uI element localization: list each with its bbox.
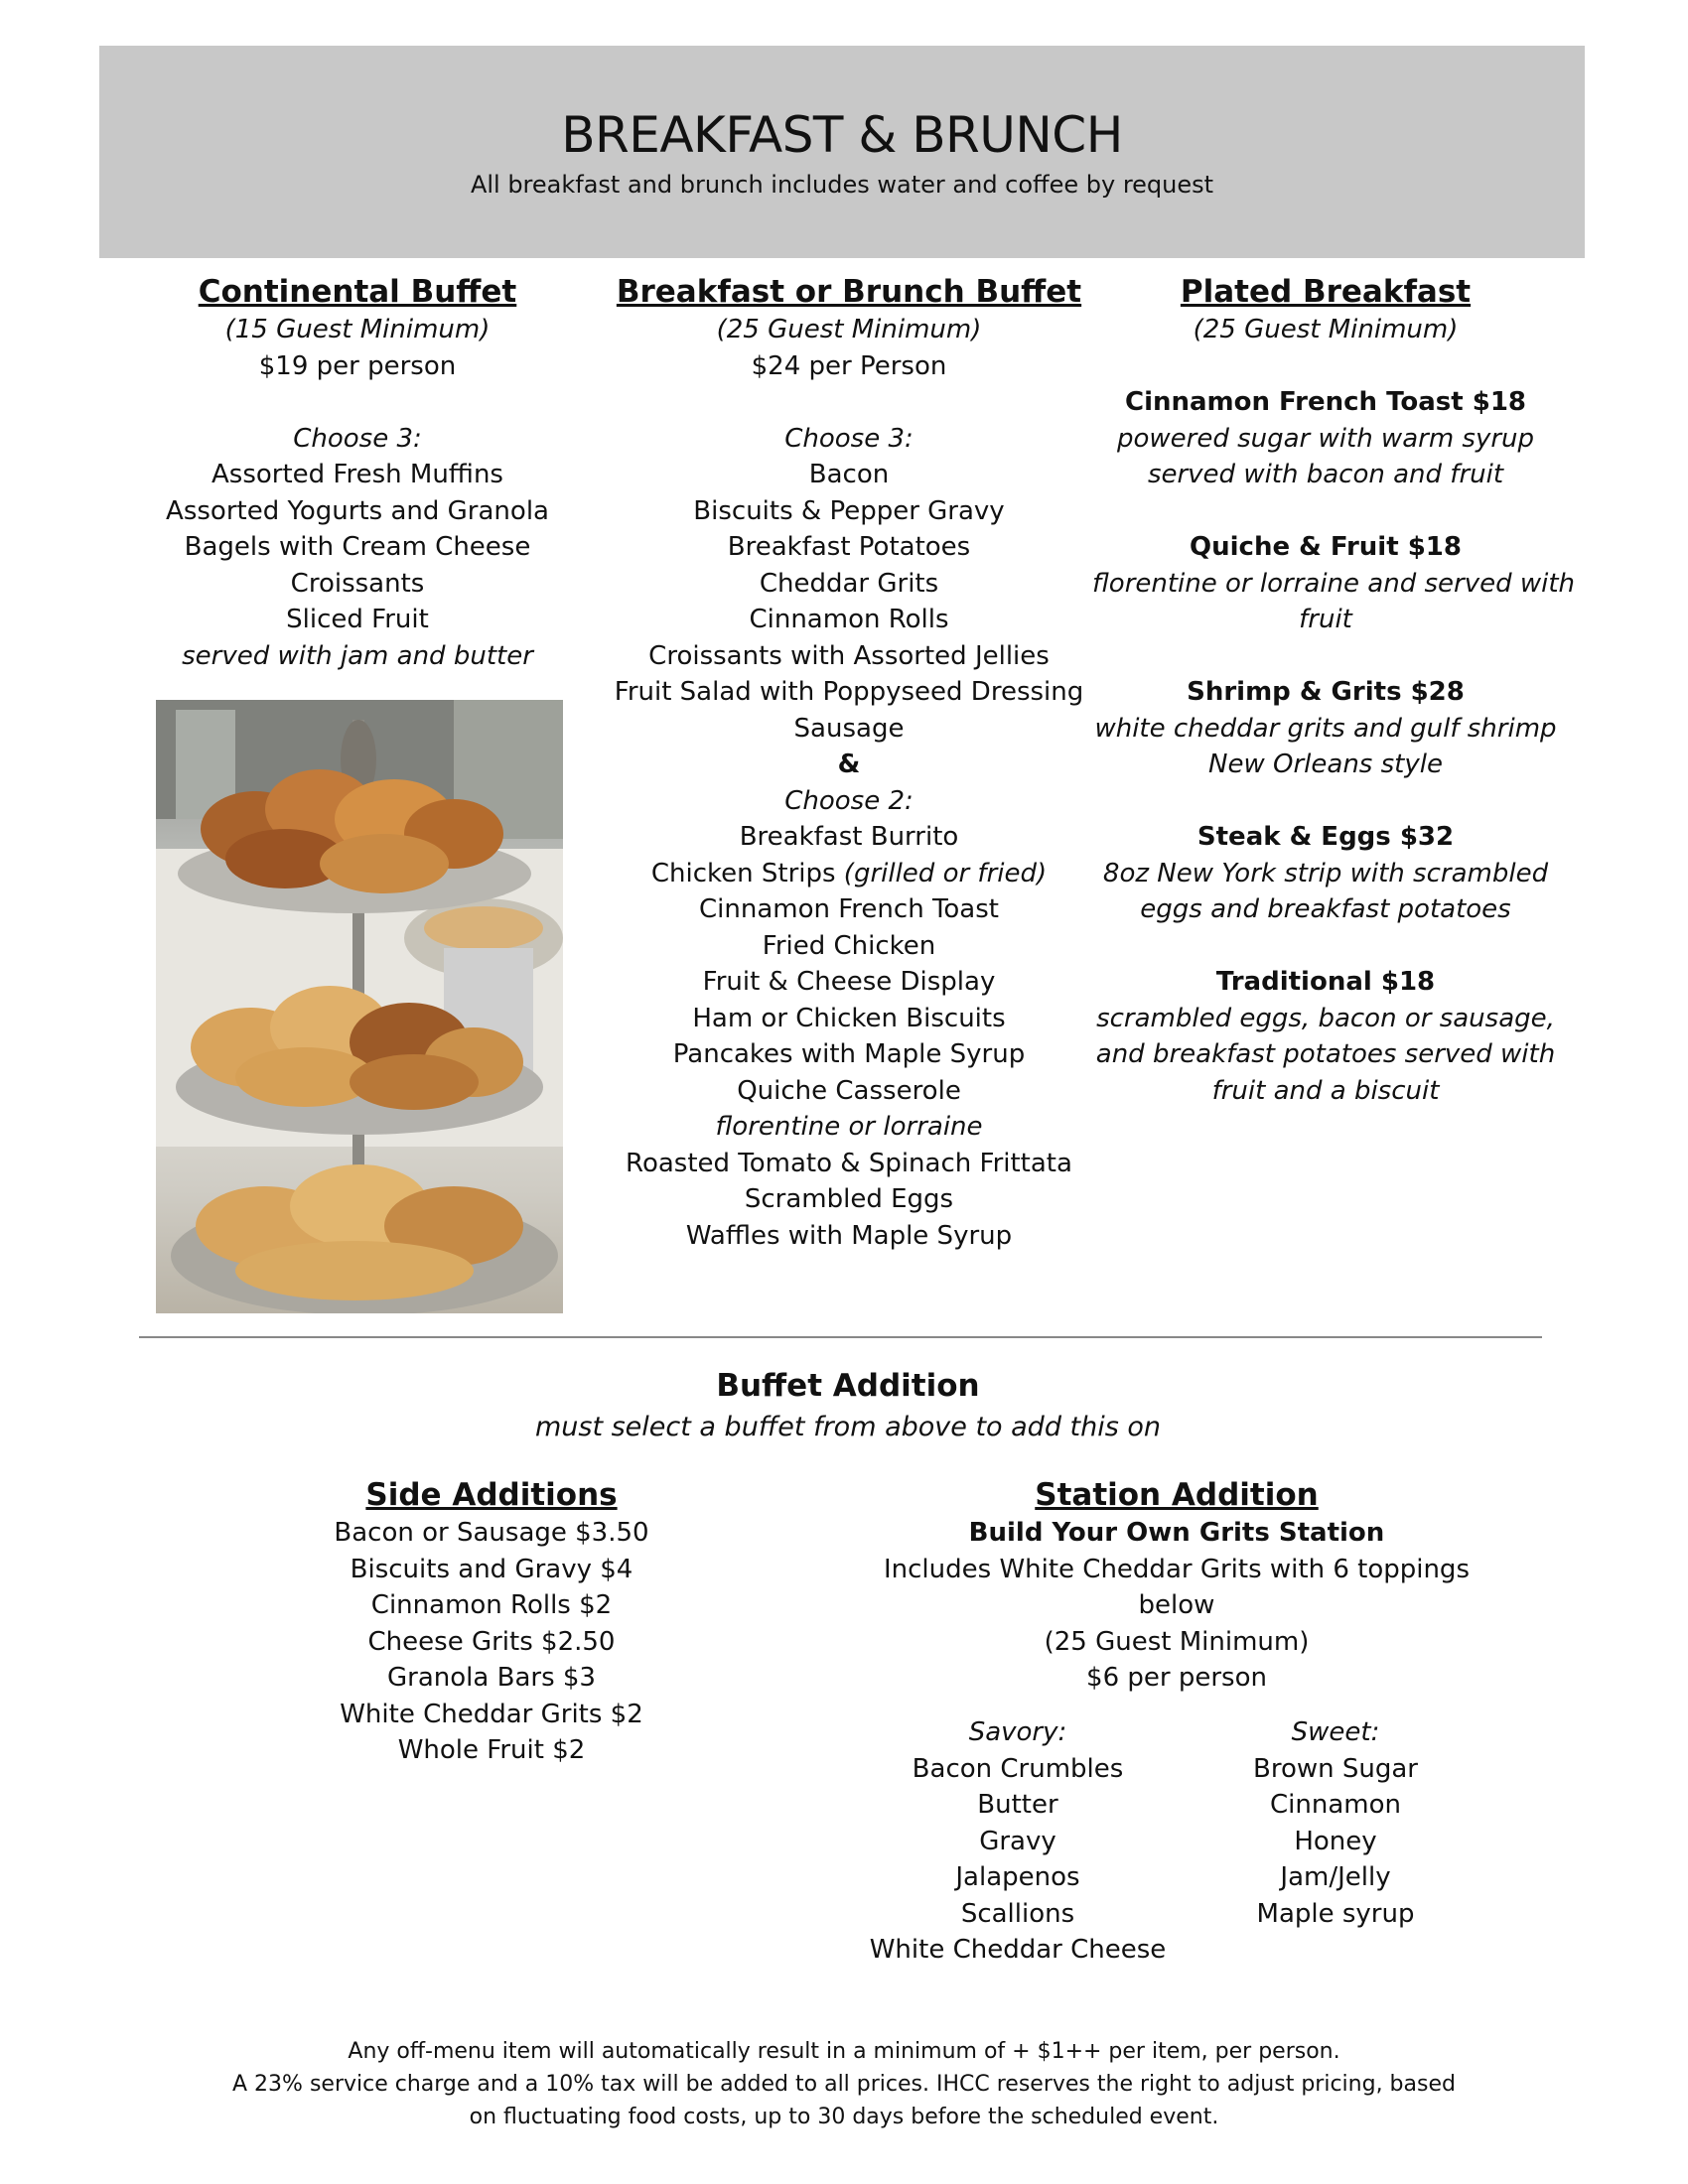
buffet-addition-header — [447, 1364, 1249, 1447]
list-item: Fruit Salad with Poppyseed Dressing — [614, 677, 1084, 707]
list-item: Whole Fruit $2 — [397, 1735, 586, 1765]
list-item: Breakfast Potatoes — [727, 532, 971, 562]
list-item: Gravy — [979, 1826, 1056, 1856]
list-item: Waffles with Maple Syrup — [685, 1220, 1013, 1251]
continental-price: $19 per person — [258, 350, 457, 381]
station-desc-cont: below — [1138, 1590, 1215, 1620]
list-item: Bacon Crumbles — [912, 1753, 1124, 1784]
dish-desc: fruit and a biscuit — [1211, 1075, 1440, 1106]
sweet-label: Sweet: — [1291, 1717, 1380, 1747]
buffet-minimum: (25 Guest Minimum) — [716, 315, 982, 344]
dish-desc: served with bacon and fruit — [1147, 460, 1504, 489]
list-item: Maple syrup — [1256, 1898, 1415, 1929]
dish-desc: scrambled eggs, bacon or sausage, — [1096, 1003, 1555, 1033]
list-item: Cinnamon Rolls $2 — [370, 1590, 613, 1620]
continental-choose: Choose 3: — [293, 423, 422, 454]
plated-title: Plated Breakfast — [1180, 274, 1472, 310]
continental-note: served with jam and butter — [182, 640, 533, 671]
croissant-tower-photo — [156, 700, 563, 1313]
list-item: Croissants — [290, 568, 425, 599]
savory-toppings — [854, 1714, 1182, 1969]
list-item: Biscuits & Pepper Gravy — [693, 495, 1005, 526]
quiche-note: florentine or lorraine — [715, 1112, 983, 1142]
dish-desc: 8oz New York strip with scrambled — [1102, 858, 1549, 888]
addition-subtitle: must select a buffet from above to add this on — [534, 1412, 1162, 1442]
buffet-choose-3: Choose 3: — [784, 423, 914, 454]
dish-desc: New Orleans style — [1208, 750, 1443, 779]
sweet-toppings — [1201, 1714, 1470, 1932]
dish-name: Shrimp & Grits $28 — [1187, 677, 1465, 707]
buffet-choose-2: Choose 2: — [784, 785, 914, 816]
continental-minimum: (15 Guest Minimum) — [224, 315, 491, 344]
list-item: Cinnamon Rolls — [749, 605, 949, 634]
list-item: Fruit & Cheese Display — [702, 967, 996, 997]
plated-breakfast-section — [1092, 272, 1576, 1109]
list-item: Butter — [977, 1790, 1058, 1820]
continental-title: Continental Buffet — [198, 274, 517, 310]
list-item: Cheese Grits $2.50 — [367, 1626, 616, 1657]
side-additions-section — [298, 1475, 685, 1769]
page-subtitle: All breakfast and brunch includes water and coffee by request — [470, 171, 1214, 199]
list-item: White Cheddar Grits $2 — [340, 1699, 643, 1729]
list-item: White Cheddar Cheese — [869, 1935, 1167, 1965]
dish-desc: fruit — [1299, 605, 1352, 634]
dish-desc: and breakfast potatoes served with — [1095, 1039, 1556, 1069]
dish-desc: eggs and breakfast potatoes — [1140, 894, 1511, 924]
station-price: $6 per person — [1086, 1663, 1267, 1693]
list-item: Croissants with Assorted Jellies — [648, 640, 1050, 671]
list-item: Cinnamon — [1270, 1790, 1401, 1820]
dish-desc: florentine or lorraine and served with — [1092, 568, 1576, 599]
list-item: Assorted Fresh Muffins — [211, 460, 503, 489]
list-item: Bacon — [808, 460, 890, 489]
list-item — [606, 856, 1092, 892]
chicken-strips-label: Chicken Strips — [650, 858, 836, 888]
list-item: Granola Bars $3 — [387, 1663, 596, 1693]
buffet-ampersand: & — [837, 750, 861, 779]
buffet-price: $24 per Person — [751, 350, 947, 381]
footer-notes — [169, 2035, 1519, 2133]
dish-desc: powered sugar with warm syrup — [1116, 423, 1535, 454]
header-banner — [99, 46, 1585, 258]
savory-label: Savory: — [968, 1717, 1067, 1747]
list-item: Cinnamon French Toast — [699, 894, 999, 924]
list-item: Biscuits and Gravy $4 — [350, 1554, 633, 1584]
list-item: Brown Sugar — [1253, 1753, 1418, 1784]
list-item: Sausage — [793, 713, 905, 744]
list-item: Fried Chicken — [762, 930, 936, 961]
footer-line: on fluctuating food costs, up to 30 days before the scheduled event. — [469, 2105, 1219, 2129]
list-item: Sliced Fruit — [286, 605, 429, 634]
list-item: Honey — [1294, 1826, 1377, 1856]
addition-title: Buffet Addition — [716, 1368, 980, 1404]
list-item: Scrambled Eggs — [744, 1184, 954, 1214]
station-addition-section — [854, 1475, 1499, 1697]
list-item: Roasted Tomato & Spinach Frittata — [626, 1148, 1072, 1178]
list-item: Pancakes with Maple Syrup — [672, 1039, 1026, 1069]
list-item: Jalapenos — [955, 1862, 1080, 1892]
dish-name: Quiche & Fruit $18 — [1190, 532, 1462, 562]
continental-buffet-section — [139, 272, 576, 674]
dish-name: Traditional $18 — [1215, 967, 1436, 997]
station-subtitle: Build Your Own Grits Station — [968, 1518, 1385, 1548]
dish-name: Steak & Eggs $32 — [1196, 822, 1455, 852]
list-item: Scallions — [960, 1898, 1075, 1929]
list-item: Ham or Chicken Biscuits — [692, 1003, 1006, 1033]
brunch-buffet-section — [606, 272, 1092, 1254]
chicken-strips-note: (grilled or fried) — [843, 858, 1048, 888]
station-desc: Includes White Cheddar Grits with 6 toppings — [883, 1554, 1470, 1584]
list-item: Breakfast Burrito — [739, 822, 959, 852]
footer-line: A 23% service charge and a 10% tax will be added to all prices. IHCC reserves the right to adjust pricing, based — [232, 2072, 1456, 2097]
list-item: Quiche Casserole — [737, 1075, 961, 1106]
dish-name: Cinnamon French Toast $18 — [1124, 387, 1527, 417]
list-item: Cheddar Grits — [759, 568, 939, 599]
station-minimum: (25 Guest Minimum) — [1044, 1626, 1310, 1657]
list-item: Assorted Yogurts and Granola — [166, 495, 549, 526]
plated-minimum: (25 Guest Minimum) — [1193, 315, 1459, 344]
sides-title: Side Additions — [365, 1477, 618, 1513]
list-item: Bacon or Sausage $3.50 — [334, 1518, 649, 1548]
section-divider — [139, 1336, 1542, 1338]
buffet-title: Breakfast or Brunch Buffet — [616, 274, 1082, 310]
station-title: Station Addition — [1035, 1477, 1319, 1513]
list-item: Jam/Jelly — [1280, 1862, 1391, 1892]
footer-line: Any off-menu item will automatically result in a minimum of + $1++ per item, per person. — [348, 2039, 1340, 2064]
list-item: Bagels with Cream Cheese — [184, 532, 531, 562]
dish-desc: white cheddar grits and gulf shrimp — [1094, 713, 1557, 744]
page-title: BREAKFAST & BRUNCH — [561, 106, 1123, 164]
